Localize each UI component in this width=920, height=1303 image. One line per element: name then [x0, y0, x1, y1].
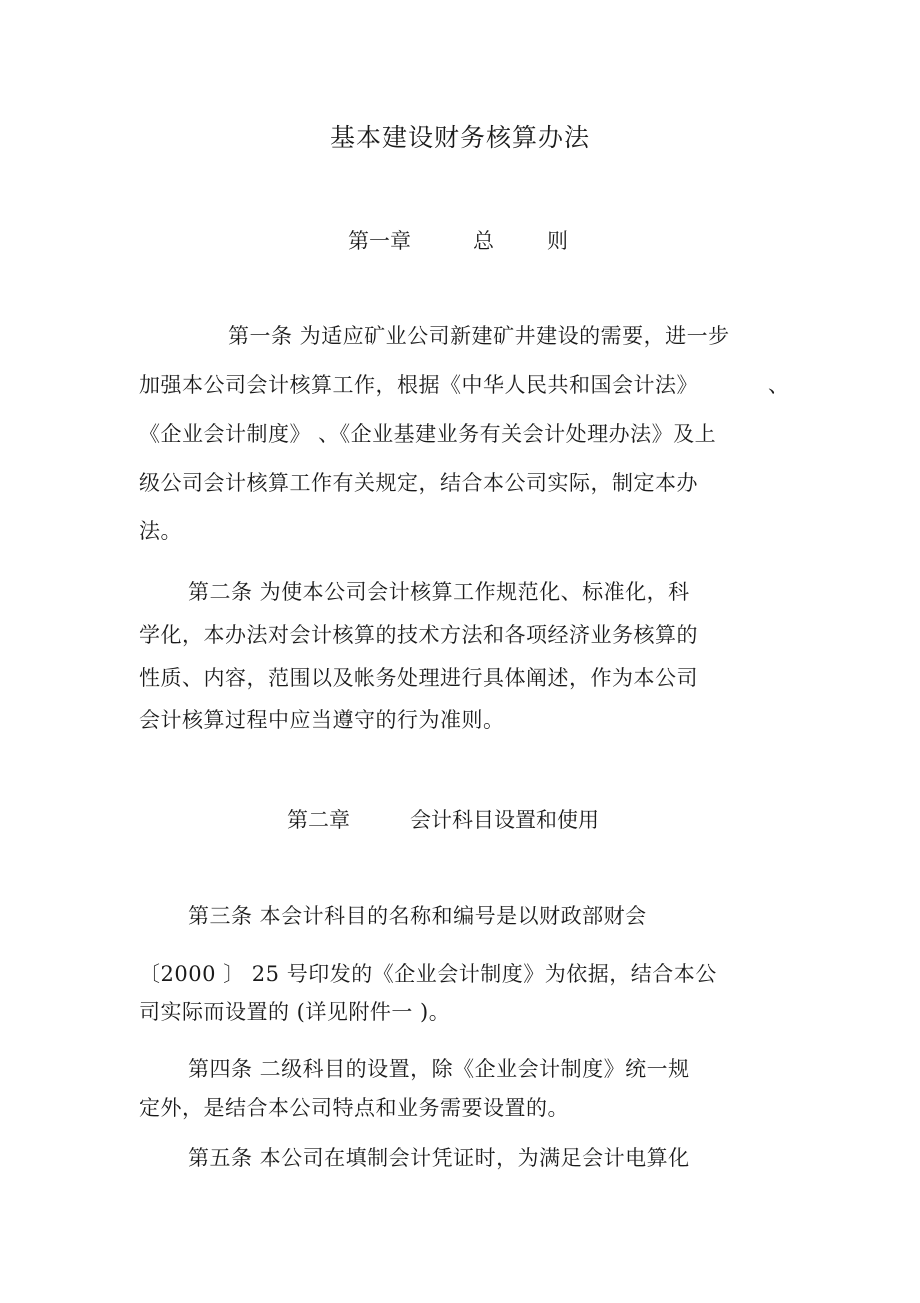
article-3-line: 第三条 本会计科目的名称和编号是以财政部财会	[188, 904, 647, 928]
chapter-2-number: 第二章	[287, 808, 350, 832]
article-3-line: 司实际而设置的 (详见附件一 )。	[139, 1000, 451, 1024]
document-title: 基本建设财务核算办法	[329, 123, 590, 152]
article-3-line: 〔2000 〕 25 号印发的《企业会计制度》为依据，结合本公	[139, 962, 717, 986]
article-1-line: 、	[768, 373, 790, 397]
article-4-line: 第四条 二级科目的设置，除《企业会计制度》统一规	[188, 1057, 690, 1081]
article-5-line: 第五条 本公司在填制会计凭证时，为满足会计电算化	[188, 1146, 690, 1170]
chapter-2-title: 会计科目设置和使用	[410, 808, 599, 832]
article-1-line: 级公司会计核算工作有关规定，结合本公司实际，制定本办	[139, 471, 698, 495]
article-2-line: 会计核算过程中应当遵守的行为准则。	[139, 708, 505, 732]
chapter-2-heading	[0, 806, 920, 834]
chapter-1-title-part2: 则	[547, 229, 568, 253]
chapter-1-title-part1: 总	[473, 229, 494, 253]
article-4-line: 定外，是结合本公司特点和业务需要设置的。	[139, 1096, 569, 1120]
chapter-1-heading	[0, 227, 920, 255]
article-2-line: 第二条 为使本公司会计核算工作规范化、标准化，科	[188, 580, 690, 604]
article-1-line: 加强本公司会计核算工作，根据《中华人民共和国会计法》	[139, 373, 698, 397]
article-2-line: 学化，本办法对会计核算的技术方法和各项经济业务核算的	[139, 623, 698, 647]
article-1-line: 《企业会计制度》 、《企业基建业务有关会计处理办法》及上	[139, 422, 717, 446]
chapter-1-number: 第一章	[348, 229, 411, 253]
article-1-line: 法。	[139, 519, 182, 543]
article-1-line: 第一条 为适应矿业公司新建矿井建设的需要，进一步	[228, 324, 730, 348]
article-2-line: 性质、内容，范围以及帐务处理进行具体阐述，作为本公司	[139, 666, 698, 690]
